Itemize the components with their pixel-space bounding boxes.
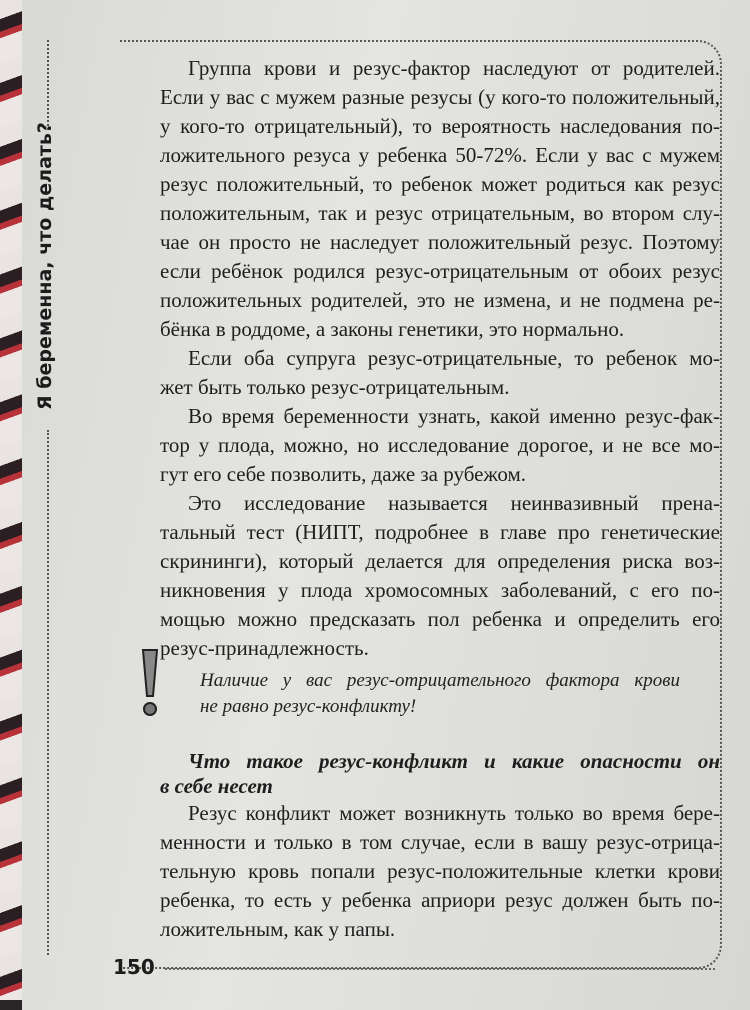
side-divider — [47, 40, 49, 130]
text-line: Во время беременности узнать, какой именно резус-фак- — [188, 404, 720, 428]
text-line: жет быть только резус-отрицательным. — [160, 375, 510, 399]
text-line: Это исследование называется неинвазивный прена- — [188, 491, 720, 515]
text-line: ребенка, то есть у ребенка априори резус должен быть по- — [160, 888, 720, 912]
text-line: ложительного резуса у ребенка 50-72%. Если у вас с мужем — [160, 143, 720, 167]
text-line: Если оба супруга резус-отрицательные, то ребенок мо- — [188, 346, 720, 370]
text-line: Резус конфликт может возникнуть только во время бере- — [188, 801, 720, 825]
text-line: положительных родителей, это не измена, и не подмена ре- — [160, 288, 720, 312]
text-line: положительным, так и резус отрицательным, во втором слу- — [160, 201, 720, 225]
page-number: 150 — [113, 955, 155, 979]
text-line: мощью можно предсказать пол ребенка и определить его — [160, 607, 720, 631]
text-line: если ребёнок родился резус-отрицательным от обоих резус — [160, 259, 720, 283]
text-line: скрининги), который делается для определения риска воз- — [160, 549, 720, 573]
text-line: тальный тест (НИПТ, подробнее в главе про генетические — [160, 520, 720, 544]
footer-divider — [165, 968, 715, 970]
text-line: чае он просто не наследует положительный резус. Поэтому — [160, 230, 720, 254]
chapter-title: Я беременна, что делать? — [34, 122, 56, 410]
text-line: бёнка в роддоме, а законы генетики, это нормально. — [160, 317, 625, 341]
exclamation-icon — [140, 648, 160, 718]
text-line: Если у вас с мужем разные резусы (у кого-то положительный, — [160, 85, 720, 109]
side-divider — [47, 430, 49, 955]
section-heading: в себе несет — [160, 774, 273, 798]
text-line: резус положительный, то ребенок может родиться как резус — [160, 172, 720, 196]
text-line: у кого-то отрицательный), то вероятность наследования по- — [160, 114, 720, 138]
text-line: менности и только в том случае, если в вашу резус-отрица- — [160, 830, 720, 854]
text-line: резус-принадлежность. — [160, 636, 369, 660]
text-line: тор у плода, можно, но исследование дорогое, и не все мо- — [160, 433, 720, 457]
callout-note — [200, 668, 680, 720]
text-line: тельную кровь попали резус-положительные клетки крови — [160, 859, 720, 883]
section-heading: Что такое резус-конфликт и какие опасности он — [188, 749, 720, 773]
callout-line: Наличие у вас резус-отрицательного фактора крови — [200, 670, 680, 691]
text-line: Группа крови и резус-фактор наследуют от родителей. — [188, 56, 720, 80]
text-line: никновения у плода хромосомных заболеваний, с его по- — [160, 578, 720, 602]
text-line: ложительным, как у папы. — [160, 917, 396, 941]
callout-line: не равно резус-конфликту! — [200, 696, 417, 717]
text-line: гут его себе позволить, даже за рубежом. — [160, 462, 527, 486]
